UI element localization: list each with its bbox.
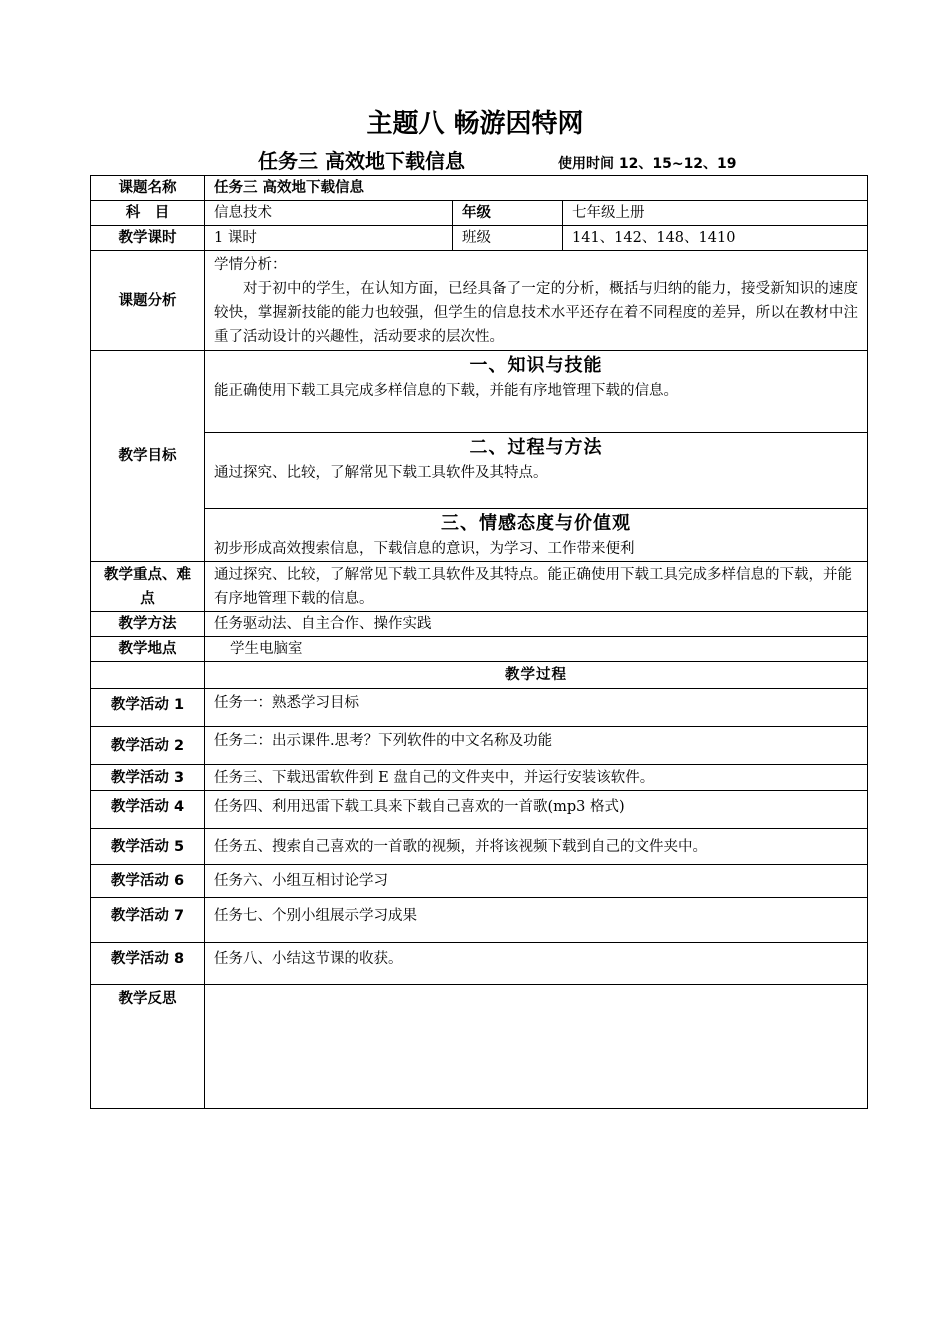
grade-value: 七年级上册 — [563, 201, 868, 226]
activity-text: 任务五、搜索自己喜欢的一首歌的视频，并将该视频下载到自己的文件夹中。 — [205, 829, 868, 865]
activity-text: 任务一：熟悉学习目标 — [205, 689, 868, 727]
reflection-value — [205, 985, 868, 1109]
goal-2-text: 通过探究、比较，了解常见下载工具软件及其特点。 — [214, 465, 548, 481]
activity-row — [91, 865, 868, 898]
row-goal-2 — [91, 433, 868, 509]
document-subtitle: 任务三 高效地下载信息 — [258, 149, 465, 173]
goals-label: 教学目标 — [91, 351, 205, 562]
grade-label: 年级 — [453, 201, 563, 226]
lesson-plan-table — [90, 175, 868, 1109]
activity-row — [91, 689, 868, 727]
analysis-heading: 学情分析： — [214, 257, 287, 273]
analysis-cell — [205, 251, 868, 351]
method-label: 教学方法 — [91, 612, 205, 637]
key-points-value: 通过探究、比较，了解常见下载工具软件及其特点。能正确使用下载工具完成多样信息的下载，并能有序地管理下载的信息。 — [205, 562, 868, 612]
document-title: 主题八 畅游因特网 — [366, 109, 584, 139]
activity-label: 教学活动 1 — [91, 689, 205, 727]
row-place — [91, 637, 868, 662]
activity-label: 教学活动 2 — [91, 727, 205, 765]
row-subject — [91, 201, 868, 226]
topic-label: 课题名称 — [91, 176, 205, 201]
place-value: 学生电脑室 — [205, 637, 868, 662]
goal-2-cell — [205, 433, 868, 509]
method-value: 任务驱动法、自主合作、操作实践 — [205, 612, 868, 637]
goal-1-cell — [205, 351, 868, 433]
goal-1-text: 能正确使用下载工具完成多样信息的下载，并能有序地管理下载的信息。 — [214, 383, 678, 399]
goal-2-heading: 二、过程与方法 — [469, 437, 603, 458]
row-goal-1 — [91, 351, 868, 433]
class-value: 141、142、148、1410 — [563, 226, 868, 251]
activity-label: 教学活动 6 — [91, 865, 205, 898]
analysis-label: 课题分析 — [91, 251, 205, 351]
row-topic — [91, 176, 868, 201]
activity-text: 任务二：出示课件.思考？下列软件的中文名称及功能 — [205, 727, 868, 765]
row-process-heading — [91, 662, 868, 689]
process-heading-blank — [91, 662, 205, 689]
hours-label: 教学课时 — [91, 226, 205, 251]
activity-label: 教学活动 8 — [91, 943, 205, 985]
process-heading: 教学过程 — [205, 662, 868, 689]
topic-value — [205, 176, 868, 201]
activity-label: 教学活动 5 — [91, 829, 205, 865]
activity-text: 任务七、个别小组展示学习成果 — [205, 898, 868, 943]
activity-row — [91, 943, 868, 985]
activity-row — [91, 727, 868, 765]
activity-label: 教学活动 3 — [91, 765, 205, 791]
row-key-points — [91, 562, 868, 612]
goal-3-cell — [205, 509, 868, 562]
usage-time: 使用时间 12、15~12、19 — [558, 156, 737, 172]
activity-label: 教学活动 7 — [91, 898, 205, 943]
row-hours — [91, 226, 868, 251]
activity-row — [91, 898, 868, 943]
activity-text: 任务六、小组互相讨论学习 — [205, 865, 868, 898]
row-goal-3 — [91, 509, 868, 562]
class-label: 班级 — [453, 226, 563, 251]
activity-row — [91, 765, 868, 791]
reflection-label: 教学反思 — [91, 985, 205, 1109]
activity-text: 任务四、利用迅雷下载工具来下载自己喜欢的一首歌(mp3 格式) — [205, 791, 868, 829]
goal-1-heading: 一、知识与技能 — [469, 355, 603, 376]
subject-value: 信息技术 — [205, 201, 453, 226]
row-analysis — [91, 251, 868, 351]
key-points-label: 教学重点、难点 — [91, 562, 205, 612]
row-method — [91, 612, 868, 637]
activity-text: 任务三、下载迅雷软件到 E 盘自己的文件夹中，并运行安装该软件。 — [205, 765, 868, 791]
place-label: 教学地点 — [91, 637, 205, 662]
goal-3-heading: 三、情感态度与价值观 — [441, 513, 632, 534]
activity-text: 任务八、小结这节课的收获。 — [205, 943, 868, 985]
analysis-text: 对于初中的学生，在认知方面，已经具备了一定的分析，概括与归纳的能力，接受新知识的速度较快，掌握新技能的能力也较强，但学生的信息技术水平还存在着不同程度的差异，所以在教材中注重了活动设计的兴趣性，活动要求的层次性。 — [214, 281, 859, 345]
activity-row — [91, 829, 868, 865]
subject-label: 科 目 — [91, 201, 205, 226]
topic-text: 任务三 高效地下载信息 — [214, 180, 365, 196]
hours-value: 1 课时 — [205, 226, 453, 251]
row-reflection — [91, 985, 868, 1109]
goal-3-text: 初步形成高效搜索信息，下载信息的意识，为学习、工作带来便利 — [214, 541, 635, 557]
activity-label: 教学活动 4 — [91, 791, 205, 829]
activity-row — [91, 791, 868, 829]
